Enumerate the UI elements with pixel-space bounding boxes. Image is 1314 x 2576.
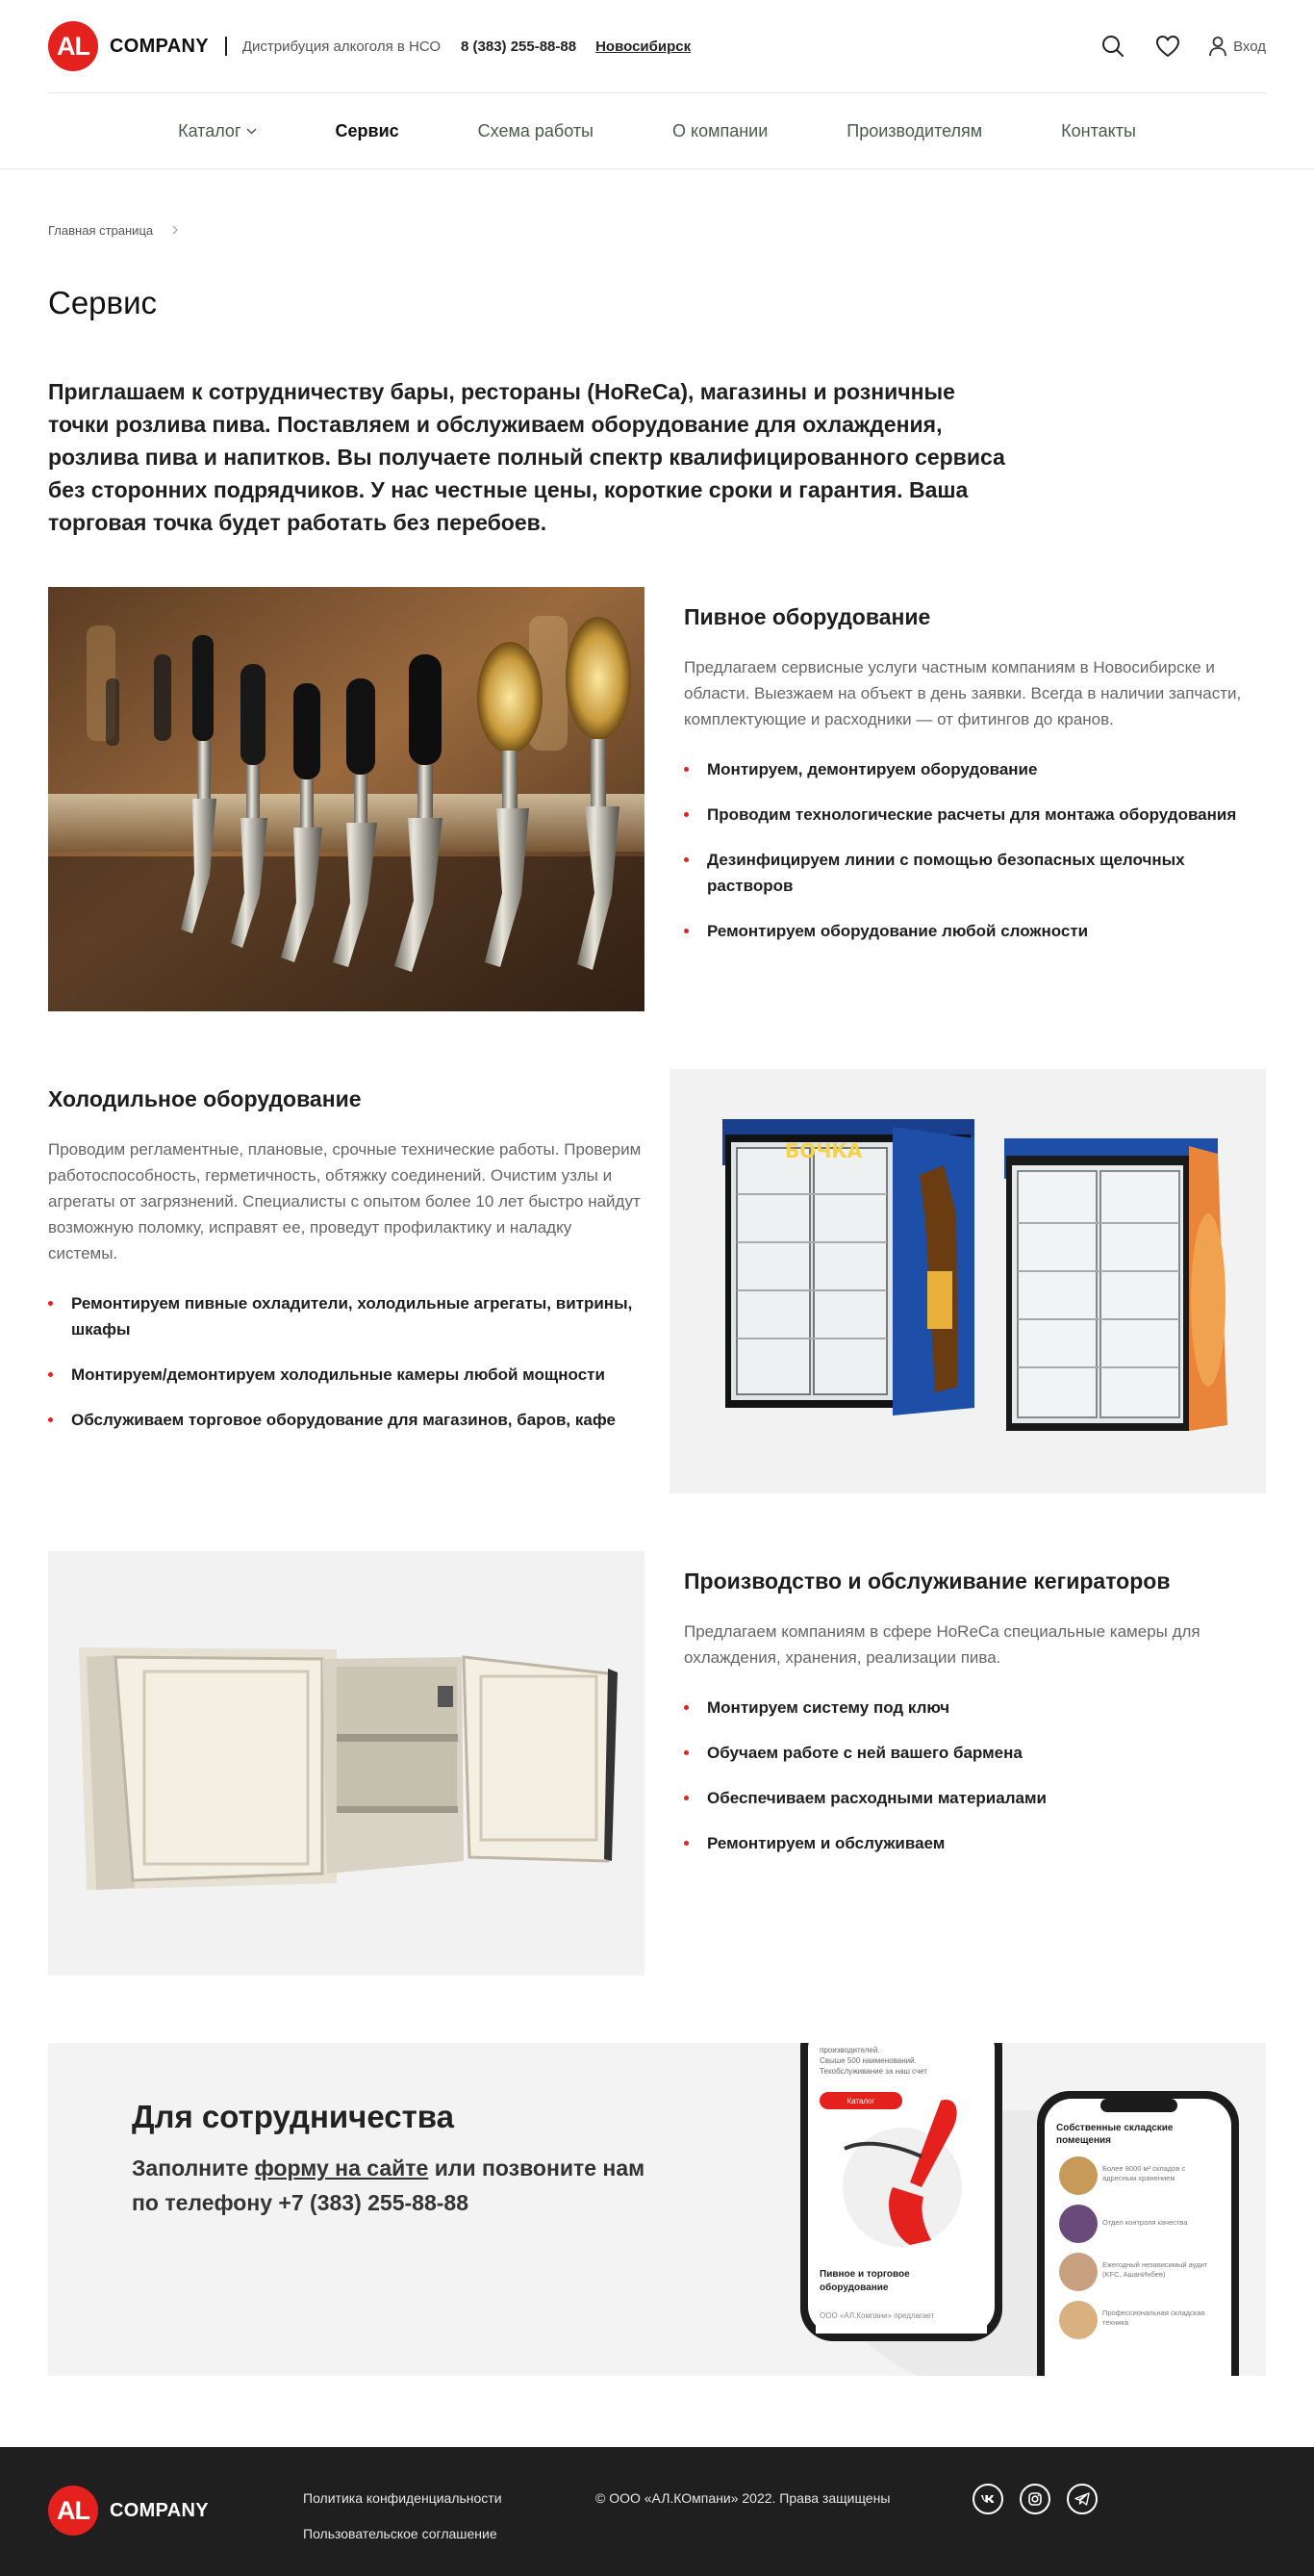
page-lead: Приглашаем к сотрудничеству бары, рестораны (HoReCa), магазины и розничные точки розлива пива. Поставляем и обслуживаем оборудование для охлаждения, розлива пива и напитков. Вы получаете полный спектр квалифицированного сервиса без сторонних подрядчиков. У нас честные цены, короткие сроки и гарантия. Ваша торговая точка будет работать без перебоев. — [48, 379, 1005, 535]
nav-catalog-label: Каталог — [178, 120, 241, 140]
list-item: Ремонтируем оборудование любой сложности — [684, 918, 1261, 944]
beer-taps-image — [48, 587, 644, 1011]
header-actions — [1072, 33, 1266, 60]
site-header — [0, 0, 1314, 169]
tagline: Дистрибуция алкоголя в НСО — [241, 38, 441, 55]
kegerators-text — [684, 1569, 1261, 1875]
list-item: Монтируем, демонтируем оборудование — [684, 756, 1261, 782]
chevron-right-icon — [172, 224, 179, 238]
phone2-item: Отдел контроля качества — [1102, 2218, 1188, 2227]
phone1-card-title: Пивное и торговое оборудование — [820, 2269, 910, 2293]
section-refrigeration — [48, 1069, 1266, 1493]
top-bar — [48, 0, 1266, 93]
phone2-item: Ежегодный независимый аудит (KFC, АшанИнбев) — [1102, 2260, 1208, 2279]
phone-mockups — [739, 2043, 1266, 2376]
list-item: Ремонтируем пивные охладители, холодильные агрегаты, витрины, шкафы — [48, 1290, 644, 1342]
nav-about[interactable]: О компании — [672, 120, 769, 140]
phone1-catalog-button[interactable]: Каталог — [820, 2092, 902, 2109]
cooperation-text — [132, 2151, 670, 2220]
phone2-title: Собственные складские помещения — [1056, 2123, 1174, 2146]
user-agreement-link[interactable]: Пользовательское соглашение — [303, 2526, 497, 2541]
logo-text: COMPANY — [110, 35, 209, 57]
main-content — [0, 223, 1314, 2376]
login-link[interactable] — [1208, 36, 1266, 57]
site-footer — [0, 2447, 1314, 2576]
cooperation-title: Для сотрудничества — [132, 2099, 454, 2134]
phone2-item: Профессиональная складская техника — [1102, 2308, 1205, 2327]
phone1-line: Техобслуживание за наш счет — [820, 2067, 928, 2076]
privacy-policy-link[interactable]: Политика конфиденциальности — [303, 2490, 502, 2506]
nav-scheme[interactable]: Схема работы — [477, 120, 594, 140]
telegram-icon[interactable] — [1067, 2484, 1098, 2514]
vk-icon[interactable] — [973, 2484, 1003, 2514]
cooperation-text-end: или позвоните нам по телефону +7 (383) 255-88-88 — [132, 2155, 645, 2215]
search-icon[interactable] — [1099, 33, 1126, 60]
nav-producers[interactable]: Производителям — [847, 120, 983, 140]
phone1-screen — [820, 2043, 983, 2320]
list-item: Монтируем/демонтируем холодильные камеры любой мощности — [48, 1362, 644, 1388]
cooperation-banner — [48, 2043, 1266, 2376]
list-item: Обучаем работе с ней вашего бармена — [684, 1740, 1261, 1766]
instagram-icon[interactable] — [1020, 2484, 1050, 2514]
phone1-line: Свыше 500 наименований. — [820, 2056, 917, 2065]
bullet-list — [48, 1290, 644, 1433]
nav-service[interactable]: Сервис — [335, 120, 399, 140]
chevron-down-icon — [246, 128, 257, 135]
footer-logo[interactable] — [48, 2486, 209, 2536]
bullet-list — [684, 756, 1261, 944]
copyright: © ООО «АЛ.КОмпани» 2022. Права защищены — [595, 2490, 891, 2506]
phone2-item: Более 8000 м² складов с адресным хранением — [1102, 2164, 1186, 2182]
section-title: Холодильное оборудование — [48, 1086, 362, 1111]
logo-badge: AL — [48, 21, 98, 71]
main-nav — [0, 93, 1314, 168]
user-icon — [1208, 36, 1227, 57]
refrigeration-text — [48, 1086, 644, 1452]
beer-equipment-text — [684, 604, 1261, 963]
list-item: Ремонтируем и обслуживаем — [684, 1830, 1261, 1856]
divider — [225, 37, 227, 56]
section-kegerators — [48, 1551, 1266, 1976]
form-link[interactable]: форму на сайте — [254, 2155, 429, 2181]
logo[interactable] — [48, 21, 209, 71]
list-item: Проводим технологические расчеты для монтажа оборудования — [684, 802, 1261, 828]
section-description: Проводим регламентные, плановые, срочные технические работы. Проверим работоспособность, герметичность, обтяжку соединений. Очистим узлы и агрегаты от загрязнений. Специалисты с опытом более 10 лет быстро найдут возможную поломку, исправят ее, проведут профилактику и наладку системы. — [48, 1140, 642, 1262]
list-item: Дезинфицируем линии с помощью безопасных щелочных растворов — [684, 847, 1261, 899]
page-title: Сервис — [48, 285, 158, 320]
logo-text: COMPANY — [110, 2499, 209, 2521]
logo-badge: AL — [48, 2486, 98, 2536]
bullet-list — [684, 1695, 1261, 1856]
breadcrumb-home[interactable]: Главная страница — [48, 223, 154, 238]
login-label: Вход — [1233, 38, 1266, 55]
section-description: Предлагаем компаниям в сфере HoReCa специальные камеры для охлаждения, хранения, реализации пива. — [684, 1622, 1200, 1667]
breadcrumb — [48, 223, 1266, 238]
phone1-card-sub: ООО «АЛ.Компани» предлагает — [820, 2311, 935, 2320]
section-beer-equipment — [48, 587, 1266, 1011]
list-item: Обеспечиваем расходными материалами — [684, 1785, 1261, 1811]
phone2-screen — [1056, 2122, 1220, 2327]
section-title: Производство и обслуживание кегираторов — [684, 1569, 1171, 1594]
kegerator-image — [48, 1551, 644, 1976]
list-item: Обслуживаем торговое оборудование для магазинов, баров, кафе — [48, 1407, 644, 1433]
nav-contacts[interactable]: Контакты — [1061, 120, 1136, 140]
section-title: Пивное оборудование — [684, 604, 931, 629]
fridge-brand-label: БОЧКА — [785, 1139, 863, 1162]
nav-catalog[interactable] — [178, 121, 256, 141]
header-phone[interactable]: 8 (383) 255-88-88 — [461, 38, 577, 55]
section-description: Предлагаем сервисные услуги частным компаниям в Новосибирске и области. Выезжаем на объект в день заявки. Всегда в наличии запчасти, комплектующие и расходники — от фитингов до кранов. — [684, 658, 1242, 728]
city-selector[interactable]: Новосибирск — [595, 38, 692, 55]
heart-icon[interactable] — [1154, 33, 1181, 60]
list-item: Монтируем систему под ключ — [684, 1695, 1261, 1721]
cooperation-text-start: Заполните — [132, 2155, 255, 2181]
fridges-image — [670, 1069, 1266, 1493]
phone1-line: производителей. — [820, 2046, 880, 2054]
